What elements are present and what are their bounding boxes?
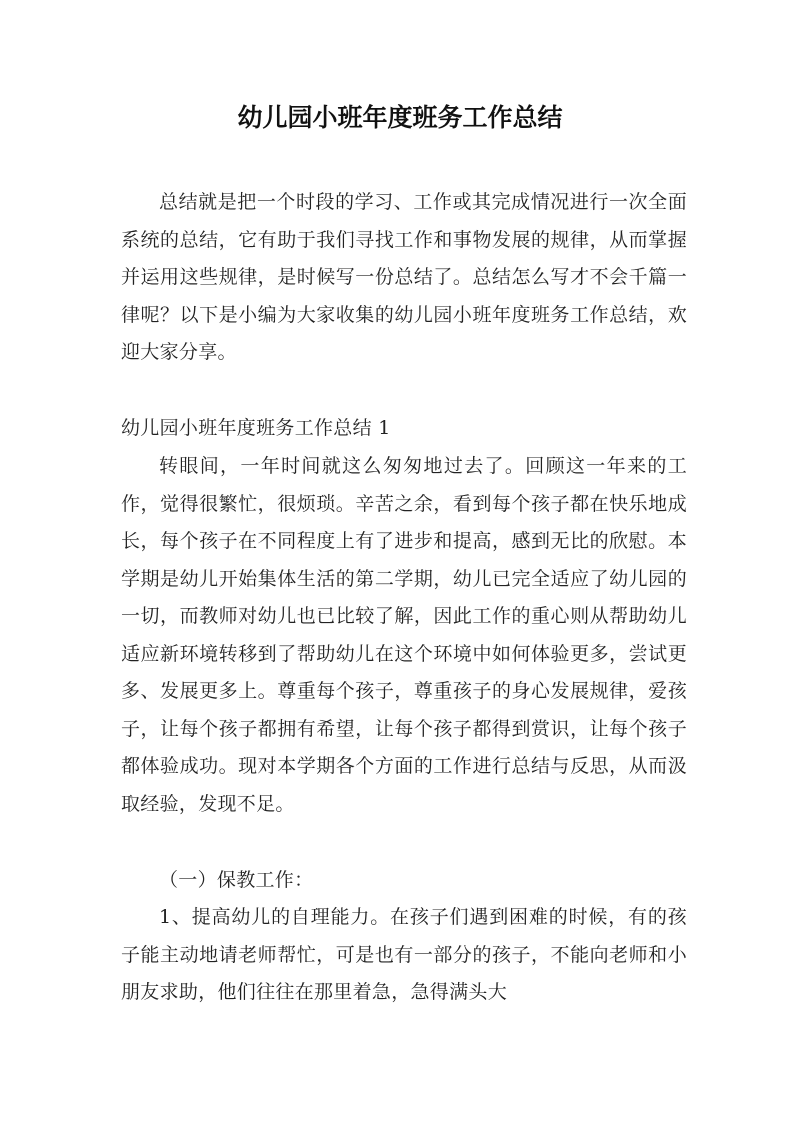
section-heading: 幼儿园小班年度班务工作总结 1 xyxy=(121,417,391,439)
subsection-heading: （一）保教工作： xyxy=(159,869,314,891)
section-body-paragraph: 转眼间，一年时间就这么匆匆地过去了。回顾这一年来的工作，觉得很繁忙，很烦琐。辛苦之余，看到每个孩子都在快乐地成长，每个孩子在不同程度上有了进步和提高，感到无比的欣慰。本学期是幼儿开始集体生活的第二学期，幼儿已完全适应了幼儿园的一切，而教师对幼儿也已比较了解，因此工作的重心则从帮助幼儿适应新环境转移到了帮助幼儿在这个环境中如何体验更多，尝试更多、发展更多上。尊重每个孩子，尊重孩子的身心发展规律，爱孩子，让每个孩子都拥有希望，让每个孩子都得到赏识，让每个孩子都体验成功。现对本学期各个方面的工作进行总结与反思，从而汲取经验，发现不足。 xyxy=(121,455,687,815)
document-title: 幼儿园小班年度班务工作总结 xyxy=(237,103,563,132)
point-1-paragraph: 1、提高幼儿的自理能力。在孩子们遇到困难的时候，有的孩子能主动地请老师帮忙，可是也有一部分的孩子，不能向老师和小朋友求助，他们往往在那里着急，急得满头大 xyxy=(121,906,687,1003)
intro-paragraph: 总结就是把一个时段的学习、工作或其完成情况进行一次全面系统的总结，它有助于我们寻找工作和事物发展的规律，从而掌握并运用这些规律，是时候写一份总结了。总结怎么写才不会千篇一律呢？以下是小编为大家收集的幼儿园小班年度班务工作总结，欢迎大家分享。 xyxy=(121,191,687,363)
